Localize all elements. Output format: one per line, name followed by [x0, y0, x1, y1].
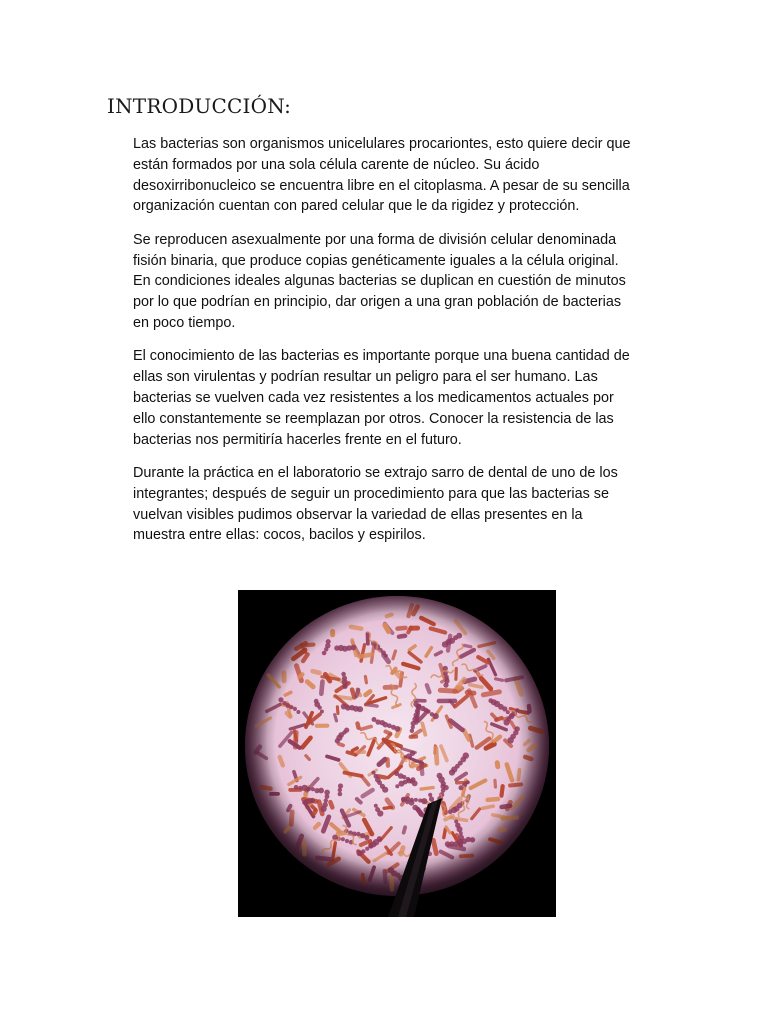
- text-line: El conocimiento de las bacterias es importante porque una buena cantidad de: [133, 348, 630, 365]
- paragraph: [133, 230, 673, 334]
- text-line: bacterias nos permitiría hacerles frente en el futuro.: [133, 431, 462, 448]
- text-line: Las bacterias son organismos unicelulares procariontes, esto quiere decir que: [133, 136, 631, 152]
- body-text: [133, 134, 673, 559]
- paragraph: [133, 346, 673, 450]
- microscope-field-image: [238, 590, 556, 917]
- text-line: vuelvan visibles pudimos observar la variedad de ellas presentes en la: [133, 506, 583, 523]
- text-line: muestra entre ellas: cocos, bacilos y espirilos.: [133, 527, 426, 544]
- text-line: ello constantemente se reemplazan por otros. Conocer la resistencia de las: [133, 410, 614, 427]
- text-line: Durante la práctica en el laboratorio se extrajo sarro de dental de uno de los: [133, 464, 618, 481]
- text-line: están formados por una sola célula carente de núcleo. Su ácido: [133, 156, 540, 173]
- text-line: En condiciones ideales algunas bacterias se duplican en cuestión de minutos: [133, 273, 626, 290]
- text-line: ellas son virulentas y podrían resultar un peligro para el ser humano. Las: [133, 369, 598, 386]
- paragraph: [133, 134, 673, 217]
- text-line: fisión binaria, que produce copias genéticamente iguales a la célula original.: [133, 252, 619, 269]
- text-line: en poco tiempo.: [133, 314, 236, 331]
- paragraph: [133, 463, 673, 546]
- text-line: por lo que podrían en principio, dar origen a una gran población de bacterias: [133, 294, 622, 311]
- text-line: integrantes; después de seguir un procedimiento para que las bacterias se: [133, 485, 609, 502]
- section-heading: INTRODUCCIÓN:: [107, 94, 292, 118]
- text-line: Se reproducen asexualmente por una forma de división celular denominada: [133, 231, 617, 248]
- text-line: organización cuentan con pared celular que le da rigidez y protección.: [133, 198, 580, 215]
- microscope-photo: [238, 590, 556, 917]
- text-line: desoxirribonucleico se encuentra libre en el citoplasma. A pesar de su sencilla: [133, 177, 630, 194]
- text-line: bacterias se vuelven cada vez resistentes a los medicamentos actuales por: [133, 389, 614, 406]
- field-vignette: [245, 596, 549, 896]
